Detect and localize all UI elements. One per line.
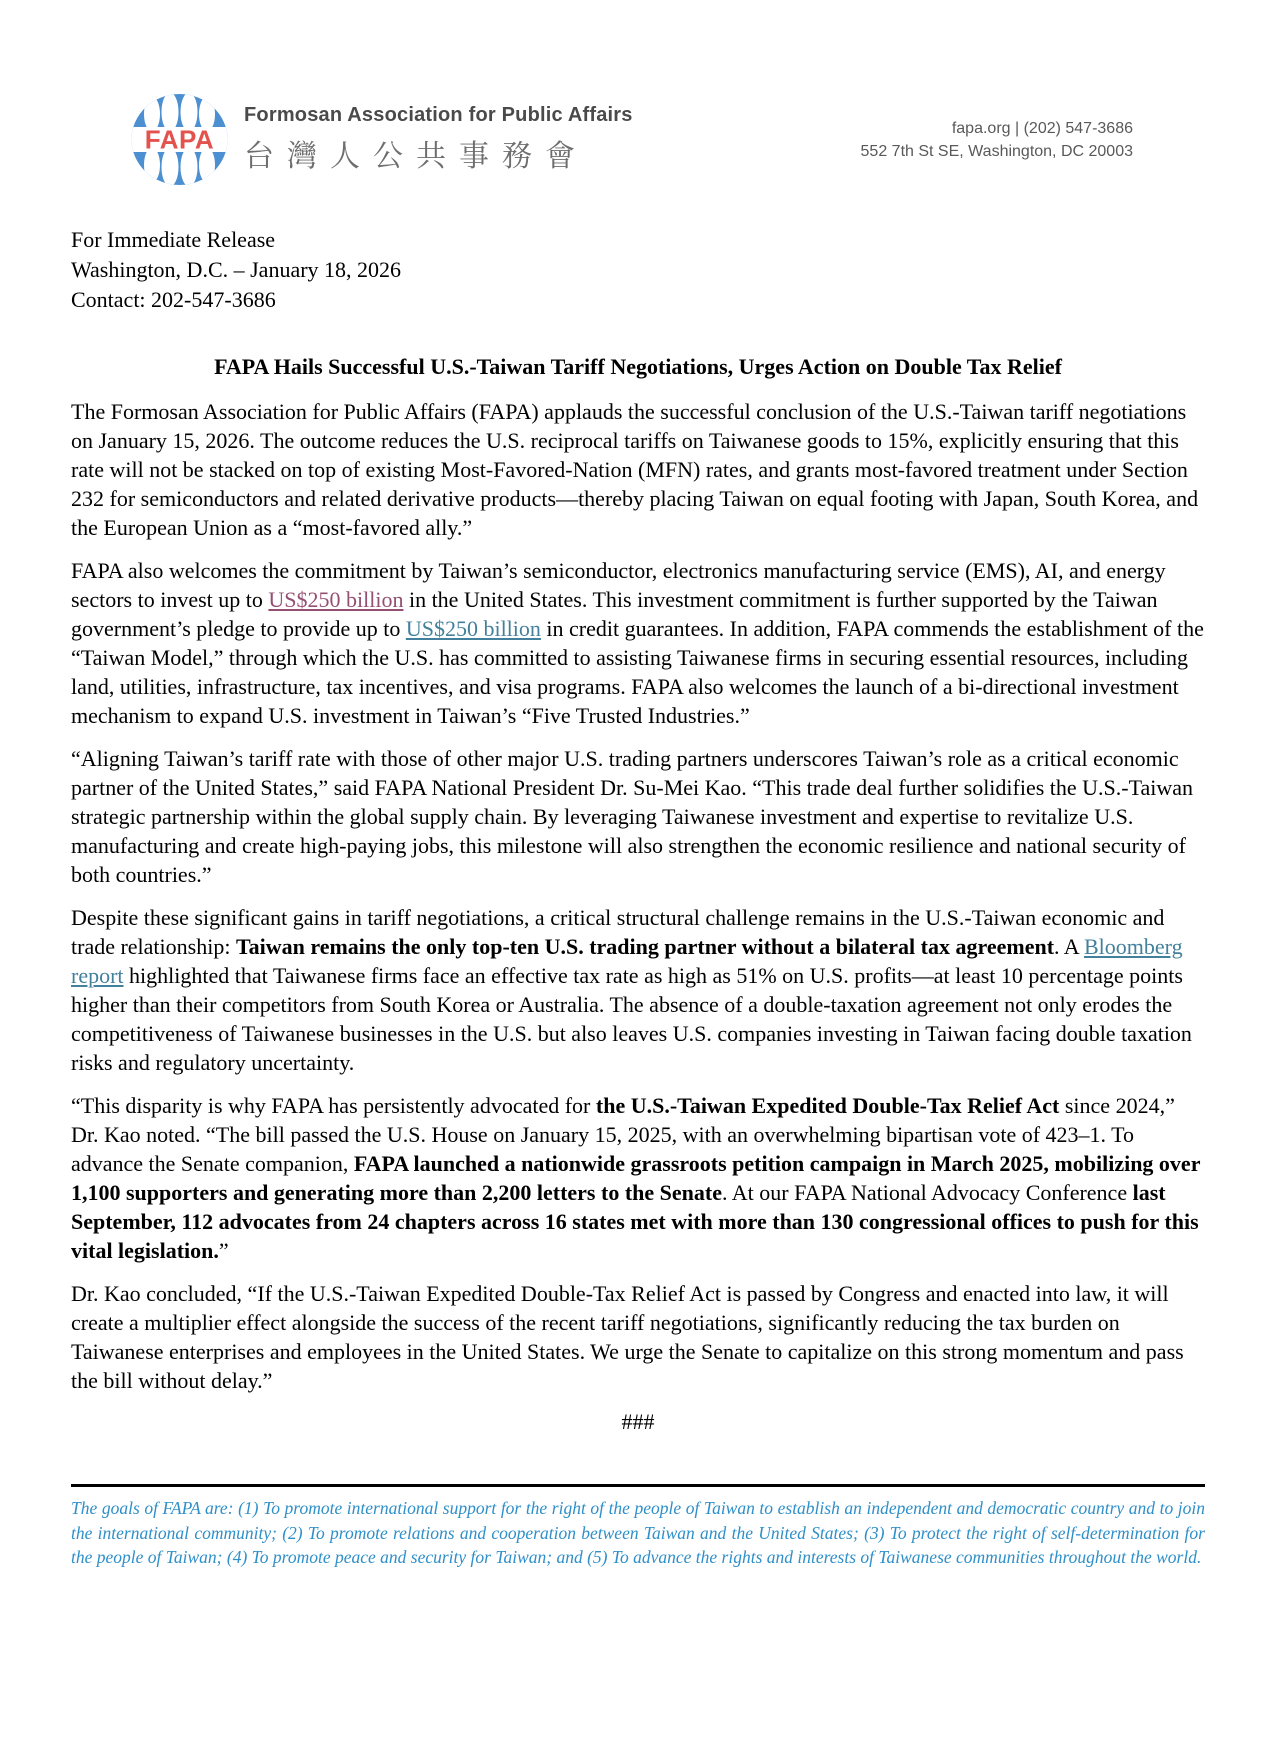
- release-line-immediate: For Immediate Release: [71, 227, 276, 252]
- press-release-page: [0, 92, 1275, 1570]
- org-name-en: Formosan Association for Public Affairs: [244, 104, 633, 126]
- end-mark: ###: [621, 1409, 655, 1434]
- press-release-body: [71, 397, 1205, 1395]
- body-paragraph: [71, 1279, 1205, 1395]
- inline-link[interactable]: US$250 billion: [405, 616, 541, 641]
- body-paragraph: [71, 1091, 1205, 1265]
- text-run: . A: [1054, 934, 1084, 959]
- press-release-title: FAPA Hails Successful U.S.-Taiwan Tariff Negotiations, Urges Action on Double Tax Relief: [214, 354, 1062, 379]
- footer-goals-text: The goals of FAPA are: (1) To promote international support for the right of the people of Taiwan to establish an independent and democratic country and to join the international community; (2) To promote relations and cooperation between Taiwan and the United States; (3) To protect the right of self-determination for the people of Taiwan; (4) To promote peace and security for Taiwan; and (5) To advance the rights and interests of Taiwanese communities throughout the world.: [71, 1498, 1205, 1567]
- text-run: FAPA also welcomes the commitment by Taiwan’s semiconductor, electronics manufacturing service (EMS), AI, and energy sectors to invest up to: [71, 558, 1166, 612]
- body-paragraph: [71, 397, 1205, 542]
- inline-link[interactable]: US$250 billion: [268, 587, 404, 612]
- letterhead: [71, 92, 1205, 187]
- brand-block: [129, 92, 633, 187]
- text-run: in the United States. This investment commitment is further supported by the Taiwan government’s pledge to provide up to: [71, 587, 1158, 641]
- org-name-zh: 台灣人公共事務會: [244, 140, 588, 173]
- contact-web-phone: fapa.org | (202) 547-3686: [951, 119, 1133, 137]
- text-run: “Aligning Taiwan’s tariff rate with those of other major U.S. trading partners underscores Taiwan’s role as a critical economic partner of the United States,” said FAPA National President Dr. Su-Mei Kao. “This trade deal further solidifies the U.S.-Taiwan strategic partnership within the global supply chain. By leveraging Taiwanese investment and expertise to revitalize U.S. manufacturing and create high-paying jobs, this milestone will also strengthen the economic resilience and national security of both countries.”: [71, 746, 1194, 887]
- body-paragraph: [71, 556, 1205, 730]
- page-footer: [71, 1484, 1205, 1570]
- text-run: “This disparity is why FAPA has persistently advocated for: [71, 1093, 596, 1118]
- text-run: The Formosan Association for Public Affairs (FAPA) applauds the successful conclusion of the U.S.-Taiwan tariff negotiations on January 15, 2026. The outcome reduces the U.S. reciprocal tariffs on Taiwanese goods to 15%, explicitly ensuring that this rate will not be stacked on top of existing Most-Favored-Nation (MFN) rates, and grants most-favored treatment under Section 232 for semiconductors and related derivative products—thereby placing Taiwan on equal footing with Japan, South Korea, and the European Union as a “most-favored ally.”: [71, 399, 1199, 540]
- bold-text: Taiwan remains the only top-ten U.S. trading partner without a bilateral tax agreement: [235, 934, 1055, 959]
- text-run: since 2024,” Dr. Kao noted. “The bill passed the U.S. House on January 15, 2025, with an overwhelming bipartisan vote of 423–1. To advance the Senate companion,: [71, 1093, 1175, 1176]
- text-run: Despite these significant gains in tariff negotiations, a critical structural challenge remains in the U.S.-Taiwan economic and trade relationship:: [71, 905, 1165, 959]
- contact-address: 552 7th St SE, Washington, DC 20003: [860, 142, 1133, 160]
- text-run: ”: [218, 1238, 229, 1263]
- fapa-logo-icon: [129, 92, 230, 187]
- bold-text: the U.S.-Taiwan Expedited Double-Tax Relief Act: [595, 1093, 1060, 1118]
- text-run: in credit guarantees. In addition, FAPA commends the establishment of the “Taiwan Model,” through which the U.S. has committed to assisting Taiwanese firms in securing essential resources, including land, utilities, infrastructure, tax incentives, and visa programs. FAPA also welcomes the launch of a bi-directional investment mechanism to expand U.S. investment in Taiwan’s “Five Trusted Industries.”: [71, 616, 1204, 728]
- text-run: highlighted that Taiwanese firms face an effective tax rate as high as 51% on U.S. profits—at least 10 percentage points higher than their competitors from South Korea or Australia. The absence of a double-taxation agreement not only erodes the competitiveness of Taiwanese businesses in the U.S. but also leaves U.S. companies investing in Taiwan facing double taxation risks and regulatory uncertainty.: [71, 963, 1192, 1075]
- body-paragraph: [71, 744, 1205, 889]
- bold-text: FAPA launched a nationwide grassroots petition campaign in March 2025, mobilizing over 1,100 supporters and generating more than 2,200 letters to the Senate: [71, 1151, 1201, 1205]
- release-line-dateline: Washington, D.C. – January 18, 2026: [71, 257, 402, 282]
- inline-link[interactable]: Bloomberg report: [71, 934, 1183, 988]
- release-line-contact: Contact: 202-547-3686: [71, 287, 276, 312]
- brand-text: [244, 104, 633, 175]
- text-run: . At our FAPA National Advocacy Conference: [721, 1180, 1133, 1205]
- footer-divider: [71, 1484, 1205, 1487]
- fapa-logo-text: FAPA: [144, 124, 215, 155]
- contact-block: [861, 117, 1133, 163]
- body-paragraph: [71, 903, 1205, 1077]
- text-run: Dr. Kao concluded, “If the U.S.-Taiwan Expedited Double-Tax Relief Act is passed by Congress and enacted into law, it will create a multiplier effect alongside the success of the recent tariff negotiations, significantly reducing the tax burden on Taiwanese enterprises and employees in the United States. We urge the Senate to capitalize on this strong momentum and pass the bill without delay.”: [71, 1281, 1184, 1393]
- bold-text: last September, 112 advocates from 24 chapters across 16 states met with more than 130 congressional offices to push for this vital legislation.: [71, 1180, 1199, 1263]
- release-info: [71, 225, 1205, 315]
